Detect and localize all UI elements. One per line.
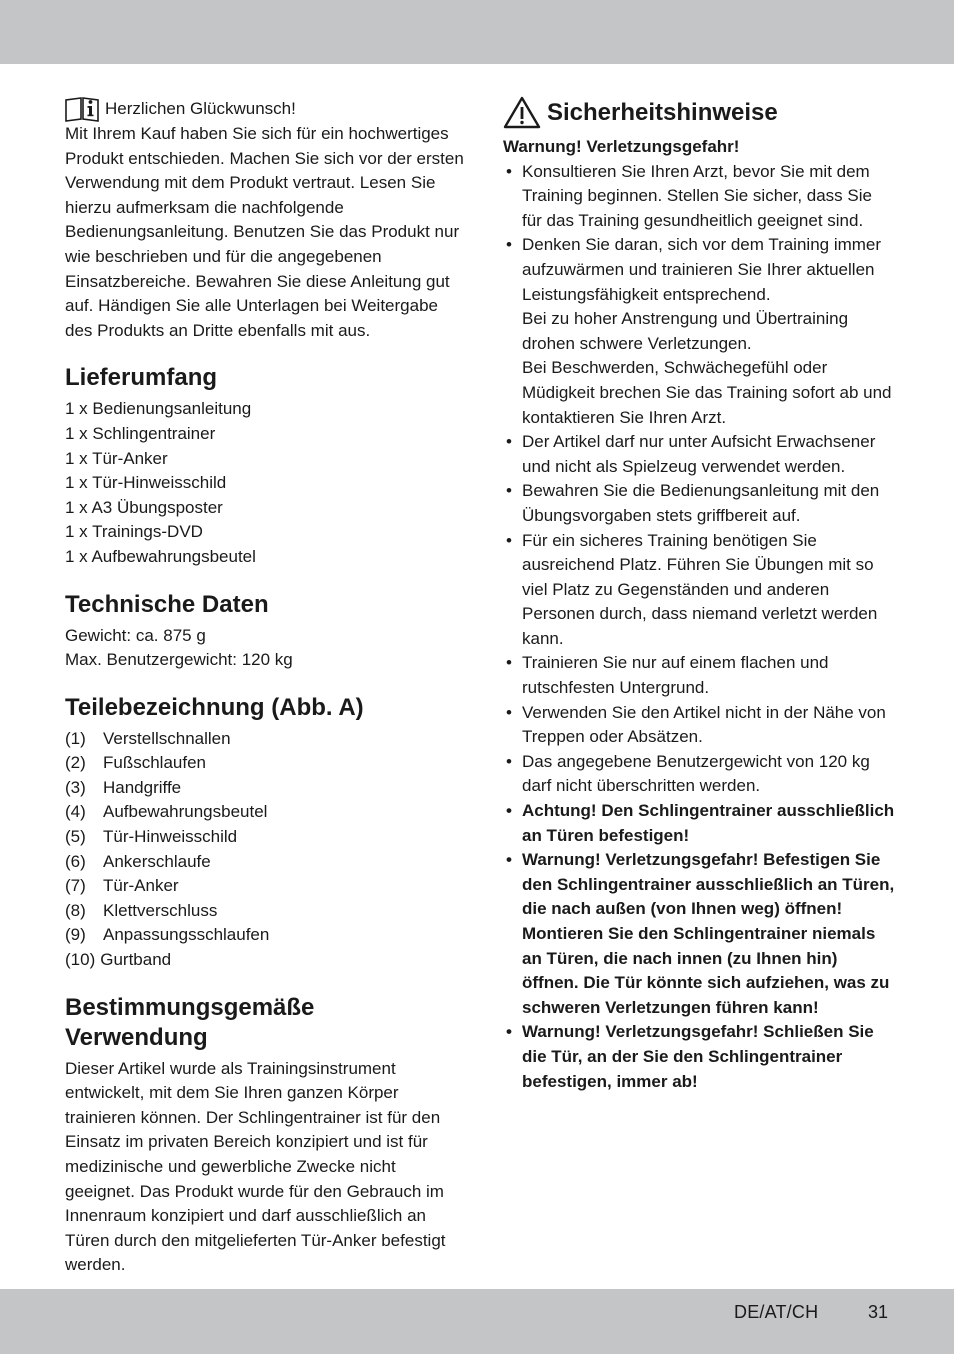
bullet-text: Warnung! Verletzungsgefahr! Schließen Sie die Tür, an der Sie den Schlingentrainer befestigen, immer ab! bbox=[522, 1022, 874, 1091]
verwendung-heading bbox=[65, 993, 465, 1053]
bullet-text: Konsultieren Sie Ihren Arzt, bevor Sie mit dem Training beginnen. Stellen Sie sicher, dass Sie für das Training gesundheitlich geeignet sind. bbox=[522, 161, 872, 230]
list-item bbox=[503, 160, 895, 234]
warning-triangle-icon bbox=[503, 96, 541, 129]
list-item bbox=[503, 1020, 895, 1094]
page-number: 31 bbox=[868, 1302, 889, 1322]
warning-heading: Warnung! Verletzungsgefahr! bbox=[503, 137, 740, 156]
list-item bbox=[503, 529, 895, 652]
lieferumfang-heading: Lieferumfang bbox=[65, 364, 218, 392]
intro-text: Mit Ihrem Kauf haben Sie sich für ein hochwertiges Produkt entschieden. Machen Sie sich vor der ersten Verwendung mit dem Produkt vertraut. Lesen Sie hierzu aufmerksam die nachfolgende Bedienungsanleitung. Benutzen Sie das Produkt nur wie beschrieben und für die angegebenen Einsatzbereiche. Bewahren Sie diese Anleitung gut auf. Händigen Sie alle Unterlagen bei Weitergabe des Produkts an Dritte ebenfalls mit aus. bbox=[65, 124, 464, 340]
safety-heading: Sicherheitshinweise bbox=[547, 98, 778, 126]
part-number: (10) bbox=[65, 950, 96, 970]
verwendung-heading-line1: Bestimmungsgemäße bbox=[65, 993, 315, 1021]
list-item: 1 x Schlingentrainer bbox=[65, 423, 216, 443]
intro-title: Herzlichen Glückwunsch! bbox=[105, 99, 296, 119]
list-item: 1 x Aufbewahrungsbeutel bbox=[65, 546, 256, 566]
part-label: Tür-Hinweisschild bbox=[103, 827, 238, 847]
part-label: Klettverschluss bbox=[103, 900, 218, 920]
list-item bbox=[503, 701, 895, 750]
list-item bbox=[65, 923, 465, 948]
list-item bbox=[503, 479, 895, 528]
part-label: Fußschlaufen bbox=[103, 753, 206, 773]
list-item bbox=[503, 750, 895, 799]
safety-heading-row bbox=[503, 96, 895, 129]
part-label: Gurtband bbox=[100, 950, 172, 970]
footer-region: DE/AT/CH bbox=[734, 1302, 819, 1322]
list-item bbox=[65, 727, 465, 752]
part-label: Tür-Anker bbox=[103, 876, 179, 896]
list-item bbox=[503, 233, 895, 430]
part-label: Verstellschnallen bbox=[103, 728, 231, 748]
list-item: 1 x Bedienungsanleitung bbox=[65, 399, 252, 419]
list-item: 1 x Tür-Anker bbox=[65, 448, 168, 468]
part-label: Anpassungsschlaufen bbox=[103, 925, 270, 945]
bullet-text: Verwenden Sie den Artikel nicht in der Nähe von Treppen oder Absätzen. bbox=[522, 702, 886, 747]
weight-line: Gewicht: ca. 875 g bbox=[65, 625, 206, 645]
part-label: Handgriffe bbox=[103, 777, 182, 797]
part-number: (7) bbox=[65, 876, 86, 896]
list-item bbox=[65, 899, 465, 924]
left-column bbox=[65, 96, 465, 1278]
list-item bbox=[503, 799, 895, 848]
part-number: (6) bbox=[65, 851, 86, 871]
part-number: (5) bbox=[65, 827, 86, 847]
safety-list bbox=[503, 160, 895, 1095]
teilebezeichnung-heading: Teilebezeichnung (Abb. A) bbox=[65, 693, 364, 721]
part-label: Aufbewahrungsbeutel bbox=[103, 802, 268, 822]
part-label: Ankerschlaufe bbox=[103, 851, 211, 871]
list-item bbox=[65, 825, 465, 850]
bullet-text: Trainieren Sie nur auf einem flachen und rutschfesten Untergrund. bbox=[522, 653, 829, 698]
info-manual-icon bbox=[65, 96, 99, 122]
bullet-text: Für ein sicheres Training benötigen Sie ausreichend Platz. Führen Sie Übungen mit so viel Platz zu Gegenständen und anderen Personen durch, dass niemand verletzt werden kann. bbox=[522, 530, 878, 648]
part-number: (2) bbox=[65, 753, 86, 773]
part-number: (8) bbox=[65, 900, 86, 920]
list-item: 1 x Tür-Hinweisschild bbox=[65, 473, 227, 493]
list-item bbox=[65, 874, 465, 899]
verwendung-heading-line2: Verwendung bbox=[65, 1023, 208, 1051]
list-item bbox=[503, 651, 895, 700]
bullet-text: Bewahren Sie die Bedienungsanleitung mit den Übungsvorgaben stets griffbereit auf. bbox=[522, 481, 880, 525]
lieferumfang-list bbox=[65, 397, 465, 569]
parts-list bbox=[65, 727, 465, 973]
list-item: 1 x A3 Übungsposter bbox=[65, 497, 223, 517]
bullet-extra-text: Bei Beschwerden, Schwächegefühl oder Müdigkeit brechen Sie das Training sofort ab und kontaktieren Sie Ihren Arzt. bbox=[522, 358, 892, 427]
right-column bbox=[503, 96, 895, 1094]
technische-daten-heading: Technische Daten bbox=[65, 590, 269, 618]
list-item bbox=[65, 948, 465, 973]
bullet-text: Das angegebene Benutzergewicht von 120 kg darf nicht überschritten werden. bbox=[522, 751, 870, 796]
part-number: (4) bbox=[65, 802, 86, 822]
part-number: (1) bbox=[65, 728, 86, 748]
list-item bbox=[503, 848, 895, 1020]
list-item bbox=[503, 430, 895, 479]
intro-heading bbox=[65, 96, 465, 122]
header-bar bbox=[0, 0, 954, 64]
verwendung-text: Dieser Artikel wurde als Trainingsinstrument entwickelt, mit dem Sie Ihren ganzen Körper trainieren können. Der Schlingentrainer ist für den Einsatz im privaten Bereich konzipiert und ist für medizinische und gewerbliche Zwecke nicht geeignet. Das Produkt wurde für den Gebrauch im Innenraum konzipiert und darf ausschließlich an Türen durch den mitgelieferten Tür-Anker befestigt werden. bbox=[65, 1058, 446, 1275]
bullet-extra-text: Bei zu hoher Anstrengung und Übertraining drohen schwere Verletzungen. bbox=[522, 309, 849, 353]
list-item bbox=[65, 800, 465, 825]
bullet-text: Der Artikel darf nur unter Aufsicht Erwachsener und nicht als Spielzeug verwendet werden. bbox=[522, 432, 876, 476]
list-item bbox=[65, 776, 465, 801]
part-number: (3) bbox=[65, 777, 86, 797]
part-number: (9) bbox=[65, 925, 86, 945]
bullet-text: Achtung! Den Schlingentrainer ausschließlich an Türen befestigen! bbox=[522, 801, 895, 845]
list-item bbox=[65, 850, 465, 875]
max-weight-line: Max. Benutzergewicht: 120 kg bbox=[65, 650, 293, 670]
bullet-text: Denken Sie daran, sich vor dem Training immer aufzuwärmen und trainieren Sie Ihrer aktuellen Leistungsfähigkeit entsprechend. bbox=[522, 235, 882, 304]
list-item bbox=[65, 751, 465, 776]
list-item: 1 x Trainings-DVD bbox=[65, 522, 203, 542]
bullet-text: Warnung! Verletzungsgefahr! Befestigen Sie den Schlingentrainer ausschließlich an Türen, die nach außen (von Ihnen weg) öffnen! Montieren Sie den Schlingentrainer niemals an Türen, die nach innen (zu Ihnen hin) öffnen. Die Tür könnte sich aufziehen, was zu schweren Verletzungen führen kann! bbox=[522, 850, 895, 1017]
